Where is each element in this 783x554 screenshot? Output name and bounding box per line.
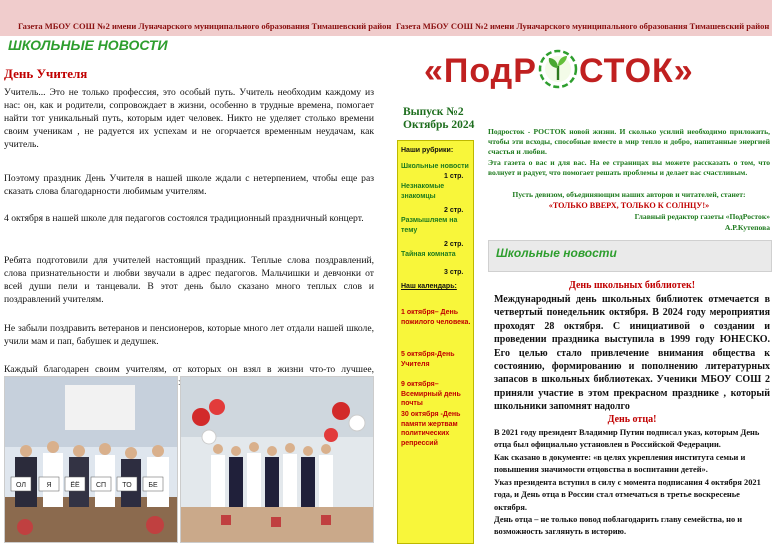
rubric-4-name: Тайная комната: [401, 251, 456, 258]
fathers-day-paragraph-2: Как сказано в документе: «в целях укрепления института семьи и повышения значимости отцовства в воспитании детей».: [494, 453, 746, 475]
teachers-day-paragraph-6: Каждый благодарен своим учителям, от которых он взял в жизни что-то лучшее,: [4, 364, 374, 375]
teachers-day-paragraph-3: 4 октября в нашей школе для педагогов состоялся традиционный праздничный концерт.: [4, 213, 364, 224]
photo-sign-4: СП: [95, 482, 107, 489]
masthead-title: [424, 48, 694, 91]
masthead-title-right: СТОК»: [578, 52, 694, 90]
calendar-title: Наш календарь:: [401, 283, 457, 290]
school-news-banner-text: Школьные новости: [496, 246, 617, 260]
rubric-2-page: 2 стр.: [444, 207, 464, 214]
section-title-school-news: ШКОЛЬНЫЕ НОВОСТИ: [8, 37, 168, 53]
calendar-item-1: 1 октября– День пожилого человека.: [401, 309, 471, 326]
fathers-day-paragraph-4: День отца – не только повод поблагодарить главу семейства, но и возможность заглянуть в историю.: [494, 515, 743, 537]
masthead-title-left: «ПодР: [424, 52, 537, 90]
concert-photo-1: [4, 376, 178, 543]
fathers-day-paragraph-3: Указ президента вступил в силу с момента подписания 4 октября 2021 года, и День отца в России стал отмечаться в третье воскресенье октября.: [494, 478, 761, 512]
photo-sign-6: БЕ: [148, 482, 158, 489]
rubric-1-name: Школьные новости: [401, 163, 469, 170]
header-left-text: Газета МБОУ СОШ №2 имени Луначарского муниципального образования Тимашевский район: [18, 21, 392, 31]
photo-sign-1: ОЛ: [16, 482, 26, 489]
rubric-4-page: 3 стр.: [444, 269, 464, 276]
rubric-3-name: Размышляем на тему: [401, 217, 458, 234]
rubric-3-page: 2 стр.: [444, 241, 464, 248]
intro-line-2: Эта газета о вас и для вас. На ее страницах вы можете рассказать о том, что волнует и радует, что помогает решать проблемы и делает вас счастливым.: [488, 158, 770, 177]
rubric-2-name: Незнакомые знакомцы: [401, 183, 445, 200]
intro-line-1: Подросток - РОСТОК новой жизни. И сколько усилий необходимо приложить, чтобы эти всходы, способные вместе в мир тепло и добро, напитанные энергией счастья и любви.: [488, 127, 770, 156]
motto: «ТОЛЬКО ВВЕРХ, ТОЛЬКО К СОЛНЦУ!»: [548, 201, 710, 210]
editor-name: А.Р.Кутепова: [724, 223, 770, 232]
article-title-library-day: День школьных библиотек!: [568, 280, 696, 291]
teachers-day-paragraph-1: Учитель... Это не только профессия, это особый путь. Учитель необходим каждому из нас: он, как и родители, сопровождает в жизни, особенно в трудные времена, помогает найти тот уникальный путь, которым идет человек. Никто не уделяет столько времени своим ученикам , не радуется их успехам и не огорчается временным неудачам, как учитель.: [4, 87, 374, 150]
rubrics-title: Наши рубрики:: [401, 147, 454, 154]
rubric-1-page: 1 стр.: [444, 173, 464, 180]
photo-sign-3: ЁЁ: [70, 482, 80, 489]
article-title-fathers-day: День отца!: [607, 414, 657, 425]
photo-sign-5: ТО: [122, 482, 132, 489]
article-title-teachers-day: День Учителя: [4, 66, 88, 81]
editor-title: Главный редактор газеты «ПодРосток»: [634, 212, 770, 221]
fathers-day-paragraph-1: В 2021 году президент Владимир Путин подписал указ, которым День отца был официально установлен в Российской Федерации.: [494, 428, 760, 450]
photo-sign-2: Я: [46, 482, 52, 489]
sprout-logo-icon: [537, 48, 579, 90]
calendar-item-4: 30 октября -День памяти жертвам политических репрессий: [401, 411, 461, 447]
intro-line-3: Пусть девизом, объединяющим наших авторов и читателей, станет:: [512, 190, 746, 199]
library-day-text: Международный день школьных библиотек отмечается в четвертый понедельник октября. В 2024 году мероприятия проходят 28 октября. С инициативой о создании и проведении праздника выступила в 1999 году ЮНЕСКО. Его целью стало привлечение внимания общества к состоянию, формированию и пополнению литературных запасов в школьных библиотеках. Ученики МБОУ СОШ 2 приняли участие в этом прекрасном празднике , который школьники запомнят надолго: [494, 294, 770, 413]
header-right-text: Газета МБОУ СОШ №2 имени Луначарского муниципального образования Тимашевский район: [396, 21, 770, 31]
issue-info: [403, 106, 474, 132]
calendar-item-3: 9 октября– Всемирный день почты: [401, 381, 461, 407]
teachers-day-paragraph-5: Не забыли поздравить ветеранов и пенсионеров, которые много лет отдали нашей школе, учили мам и пап, бабушек и дедушек.: [4, 323, 374, 347]
calendar-item-2: 5 октября-День Учителя: [401, 351, 455, 368]
issue-number: Выпуск №2: [403, 106, 464, 118]
concert-photo-2: [180, 376, 374, 543]
issue-date: Октябрь 2024: [403, 119, 475, 131]
teachers-day-paragraph-2: Поэтому праздник День Учителя в нашей школе ждали с нетерпением, чтобы еще раз сказать слова благодарности любимым учителям.: [4, 173, 374, 197]
teachers-day-paragraph-4: Ребята подготовили для учителей настоящий праздник. Теплые слова поздравлений, слова признательности и любви звучали в адрес педагогов. Мальчишки и девчонки от всей души пели и танцевали. В этот день было сказано много теплых слов и поздравлений учителям.: [4, 255, 374, 305]
